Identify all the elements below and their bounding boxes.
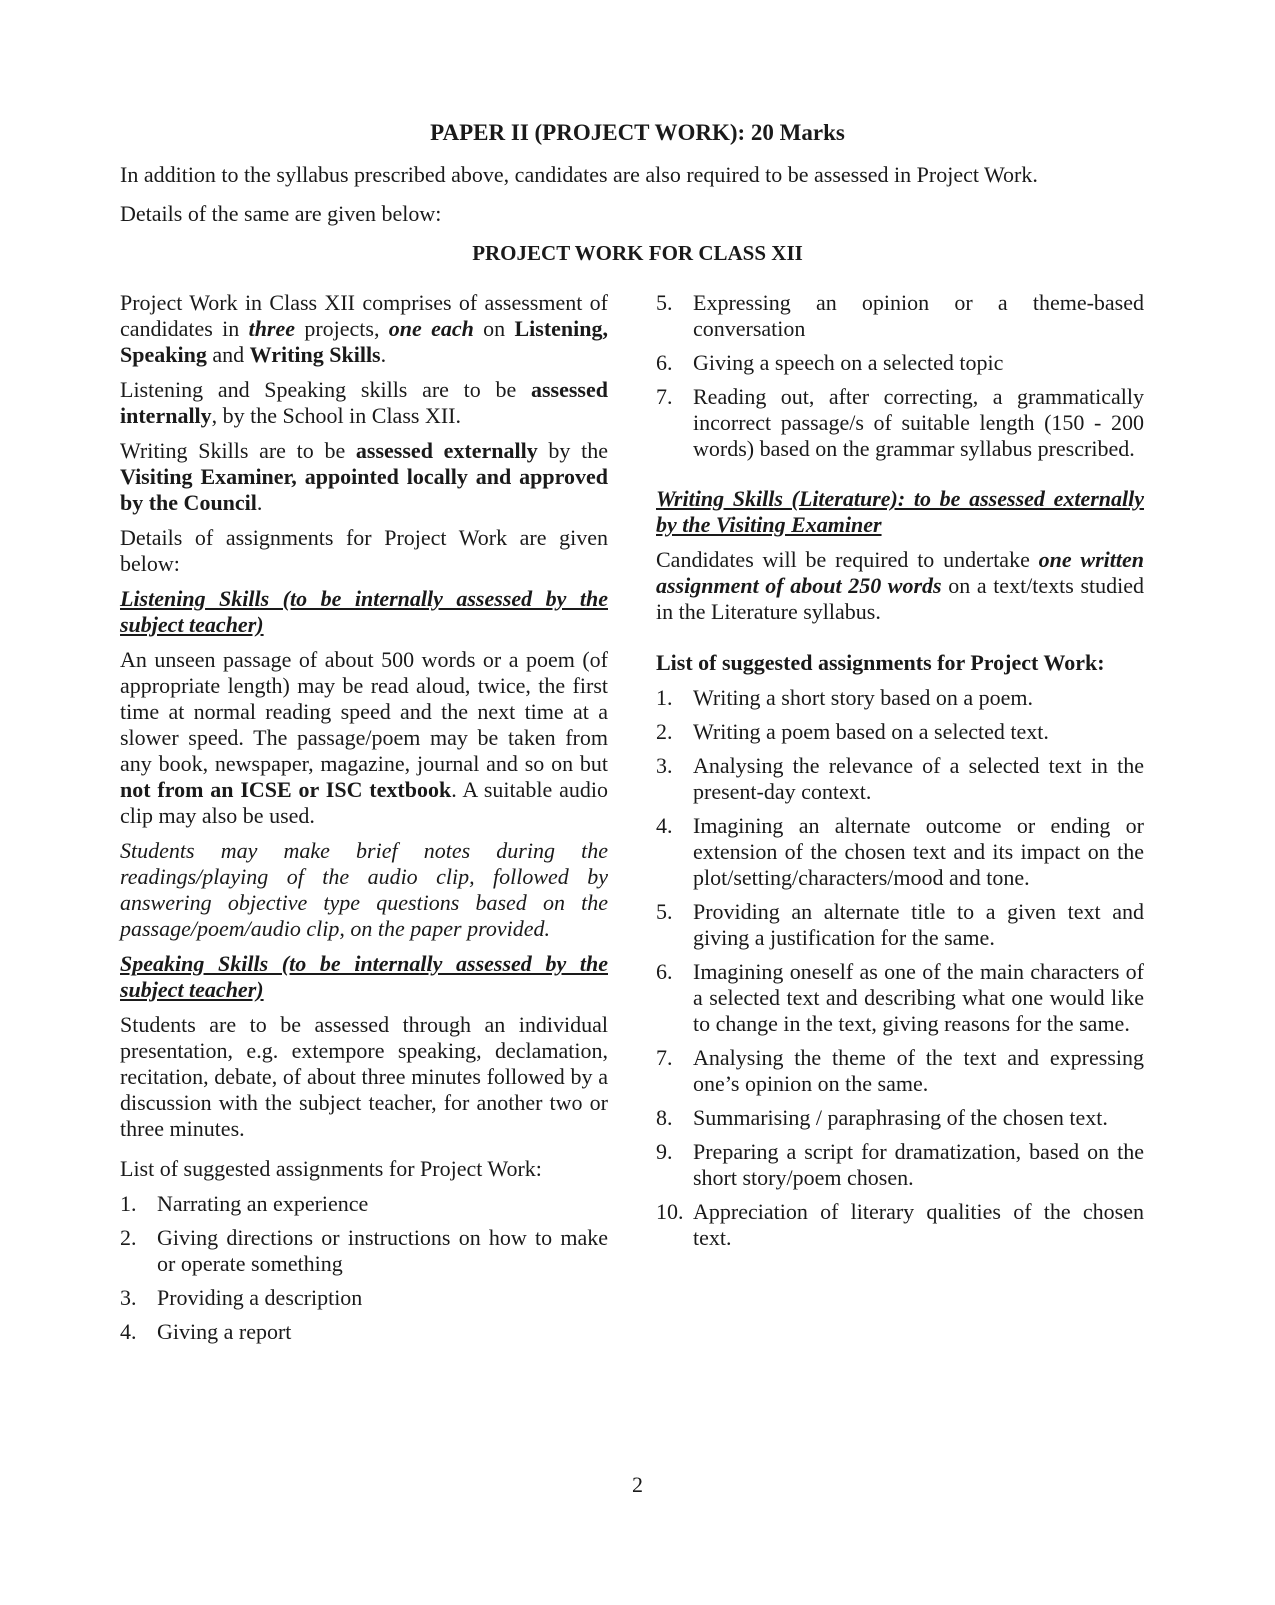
intro-paragraph: Details of the same are given below: (120, 201, 442, 226)
list-item: 4. Imagining an alternate outcome or ending or extension of the chosen text and its impact on the plot/setting/characters/mood and tone. (656, 813, 1144, 890)
speaking-skills-heading: Speaking Skills (to be internally assessed by the subject teacher) (120, 951, 608, 1002)
list-item: 2. Giving directions or instructions on how to make or operate something (120, 1225, 608, 1276)
assignments-intro-paragraph: Details of assignments for Project Work are given below: (120, 525, 608, 576)
page-number: 2 (632, 1472, 643, 1497)
list-item: 4. Giving a report (120, 1319, 292, 1344)
writing-skills-heading: Writing Skills (Literature): to be assessed externally by the Visiting Examiner (656, 486, 1144, 537)
list-item: 7. Reading out, after correcting, a grammatically incorrect passage/s of suitable length (150 - 200 words) based on the grammar syllabus prescribed. (656, 384, 1144, 461)
overview-paragraph: Project Work in Class XII comprises of assessment of candidates in three projects, one each on Listening, Speaking and Writing Skills. (120, 290, 608, 367)
list-item: 7. Analysing the theme of the text and expressing one’s opinion on the same. (656, 1045, 1144, 1096)
list-item: 5. Expressing an opinion or a theme-based conversation (656, 290, 1144, 341)
list-item: 5. Providing an alternate title to a given text and giving a justification for the same. (656, 899, 1144, 950)
right-column (656, 290, 1144, 1259)
list-item: 1. Narrating an experience (120, 1191, 369, 1216)
page-title: PAPER II (PROJECT WORK): 20 Marks (430, 120, 845, 145)
list-item: 1. Writing a short story based on a poem. (656, 685, 1034, 710)
list-item: 3. Providing a description (120, 1285, 363, 1310)
speaking-skills-paragraph: Students are to be assessed through an individual presentation, e.g. extempore speaking, declamation, recitation, debate, of about three minutes followed by a discussion with the subject teacher, for another two or three minutes. (120, 1012, 608, 1141)
writing-assignment-list (656, 685, 1144, 1251)
speaking-assignment-list (120, 1191, 608, 1345)
list-item: 9. Preparing a script for dramatization, based on the short story/poem chosen. (656, 1139, 1144, 1190)
list-item: 6. Giving a speech on a selected topic (656, 350, 1004, 375)
writing-list-heading: List of suggested assignments for Project Work: (656, 650, 1105, 675)
external-assessment-paragraph: Writing Skills are to be assessed externally by the Visiting Examiner, appointed locally and approved by the Council. (120, 438, 608, 515)
list-item: 6. Imagining oneself as one of the main characters of a selected text and describing what one would like to change in the text, giving reasons for the same. (656, 959, 1144, 1036)
left-column (120, 290, 608, 1353)
listening-note: Students may make brief notes during the readings/playing of the audio clip, followed by answering objective type questions based on the passage/poem/audio clip, on the paper provided. (120, 838, 608, 941)
list-heading: List of suggested assignments for Project Work: (120, 1156, 542, 1181)
intro-paragraph: In addition to the syllabus prescribed above, candidates are also required to be assessed in Project Work. (120, 162, 1038, 187)
list-item: 8. Summarising / paraphrasing of the chosen text. (656, 1105, 1108, 1130)
list-item: 3. Analysing the relevance of a selected text in the present-day context. (656, 753, 1144, 804)
speaking-assignment-list-continued (656, 290, 1144, 462)
listening-skills-paragraph: An unseen passage of about 500 words or a poem (of appropriate length) may be read aloud, twice, the first time at normal reading speed and the next time at a slower speed. The passage/poem may be taken from any book, newspaper, magazine, journal and so on but not from an ICSE or ISC textbook. A suitable audio clip may also be used. (120, 647, 608, 828)
writing-skills-paragraph: Candidates will be required to undertake one written assignment of about 250 words on a text/texts studied in the Literature syllabus. (656, 547, 1145, 624)
section-title: PROJECT WORK FOR CLASS XII (472, 241, 803, 265)
list-item: 10. Appreciation of literary qualities of the chosen text. (656, 1199, 1144, 1250)
list-item: 2. Writing a poem based on a selected text. (656, 719, 1049, 744)
listening-skills-heading: Listening Skills (to be internally assessed by the subject teacher) (120, 586, 608, 637)
internal-assessment-paragraph: Listening and Speaking skills are to be assessed internally, by the School in Class XII. (120, 377, 608, 428)
